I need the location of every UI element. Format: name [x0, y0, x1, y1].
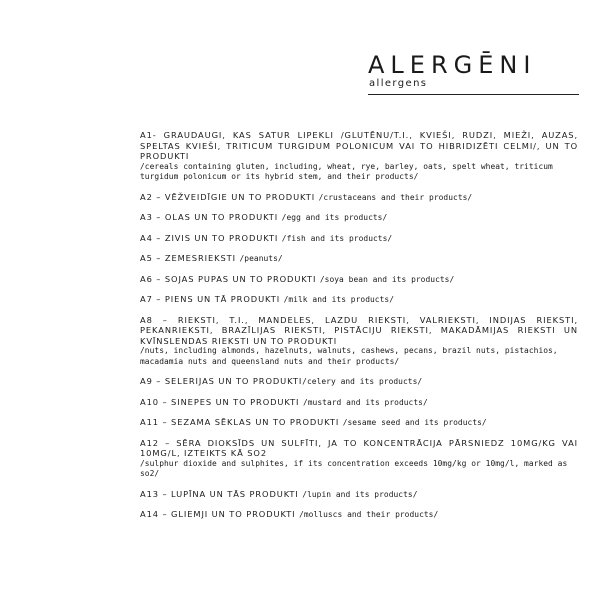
- allergen-item-a11: [140, 417, 578, 429]
- allergen-name-lv: A5 – ZEMESRIEKSTI: [140, 253, 240, 263]
- allergen-item-a4: [140, 233, 578, 245]
- allergen-name-en: /milk and its products/: [283, 295, 395, 304]
- allergen-item-a2: [140, 192, 578, 204]
- allergen-name-lv: A14 – GLIEMJI UN TO PRODUKTI: [140, 509, 300, 519]
- allergen-item-a12: [140, 438, 578, 480]
- allergen-name-en: /lupin and its products/: [302, 489, 418, 499]
- allergen-name-en: /nuts, including almonds, hazelnuts, walnuts, cashews, pecans, brazil nuts, pistachios, macadamia nuts and queensland nuts and their products/: [140, 346, 558, 366]
- allergen-name-en: /soya bean and its products/: [319, 274, 455, 284]
- allergen-item-a9: [140, 376, 578, 388]
- allergen-item-a6: [140, 274, 578, 286]
- allergen-name-en: /celery and its products/: [302, 377, 423, 386]
- allergen-name-lv: A11 – SEZAMA SĒKLAS UN TO PRODUKTI: [140, 417, 343, 427]
- allergen-name-en: /sulphur dioxide and sulphites, if its concentration exceeds 10mg/kg or 10mg/l, marked as so2/: [140, 458, 568, 478]
- allergen-name-lv: A6 – SOJAS PUPAS UN TO PRODUKTI: [140, 273, 320, 284]
- page-header: [368, 52, 580, 90]
- allergen-name-en: /egg and its products/: [281, 213, 388, 222]
- allergen-name-en: /molluscs and their products/: [299, 510, 439, 519]
- allergen-list: [140, 130, 578, 530]
- allergen-name-lv: A7 – PIENS UN TĀ PRODUKTI: [140, 294, 284, 304]
- allergen-name-en: /peanuts/: [239, 254, 283, 263]
- allergen-name-en: /fish and its products/: [281, 233, 393, 243]
- allergen-item-a10: [140, 397, 578, 409]
- page-title: ALERGĒNI: [368, 51, 537, 79]
- allergen-item-a8: [140, 315, 578, 368]
- allergen-name-lv: A1- GRAUDAUGI, KAS SATUR LIPEKLI /GLUTĒNU/T.I., KVIEŠI, RUDZI, MIEŽI, AUZAS, SPELTAS KVIEŠI, TRITICUM TURGIDUM POLONICUM VAI TO HIBRIDIZĒTI CELMI/, UN TO PRODUKTI: [140, 130, 578, 161]
- allergen-name-lv: A8 – RIEKSTI, T.I., MANDELES, LAZDU RIEKSTI, VALRIEKSTI, INDIJAS RIEKSTI, PEKANRIEKSTI, BRAZĪLIJAS RIEKSTI, PISTĀCIJU RIEKSTI, MAKADĀMIJAS RIEKSTI UN KVĪNSLENDAS RIEKSTI UN TO PRODUKTI: [140, 314, 578, 346]
- allergen-name-en: /crustaceans and their products/: [318, 192, 473, 202]
- allergen-item-a7: [140, 294, 578, 306]
- allergen-item-a3: [140, 212, 578, 224]
- header-divider: [368, 94, 579, 95]
- allergen-name-lv: A4 – ZIVIS UN TO PRODUKTI: [140, 232, 282, 243]
- allergen-item-a5: [140, 253, 578, 265]
- allergen-name-en: /cereals containing gluten, including, wheat, rye, barley, oats, spelt wheat, triticum turgidum polonicum or its hybrid stem, and their products/: [140, 161, 553, 181]
- allergen-name-lv: A13 – LUPĪNA UN TĀS PRODUKTI: [140, 488, 303, 499]
- page-subtitle: allergens: [369, 78, 428, 89]
- allergen-name-lv: A3 – OLAS UN TO PRODUKTI: [140, 212, 282, 222]
- allergen-name-lv: A9 – SELERIJAS UN TO PRODUKTI: [140, 376, 303, 386]
- allergen-item-a13: [140, 489, 578, 501]
- allergen-item-a1: [140, 130, 578, 183]
- allergen-name-en: /sesame seed and its products/: [342, 418, 487, 427]
- allergen-item-a14: [140, 509, 578, 521]
- allergen-name-en: /mustard and its products/: [302, 397, 428, 407]
- allergen-name-lv: A12 – SĒRA DIOKSĪDS UN SULFĪTI, JA TO KONCENTRĀCIJA PĀRSNIEDZ 10MG/KG VAI 10MG/L, IZTEIKTS KĀ SO2: [140, 437, 578, 458]
- allergen-name-lv: A10 – SINEPES UN TO PRODUKTI: [140, 396, 303, 407]
- allergen-name-lv: A2 – VĒŽVEIDĪGIE UN TO PRODUKTI: [140, 191, 319, 202]
